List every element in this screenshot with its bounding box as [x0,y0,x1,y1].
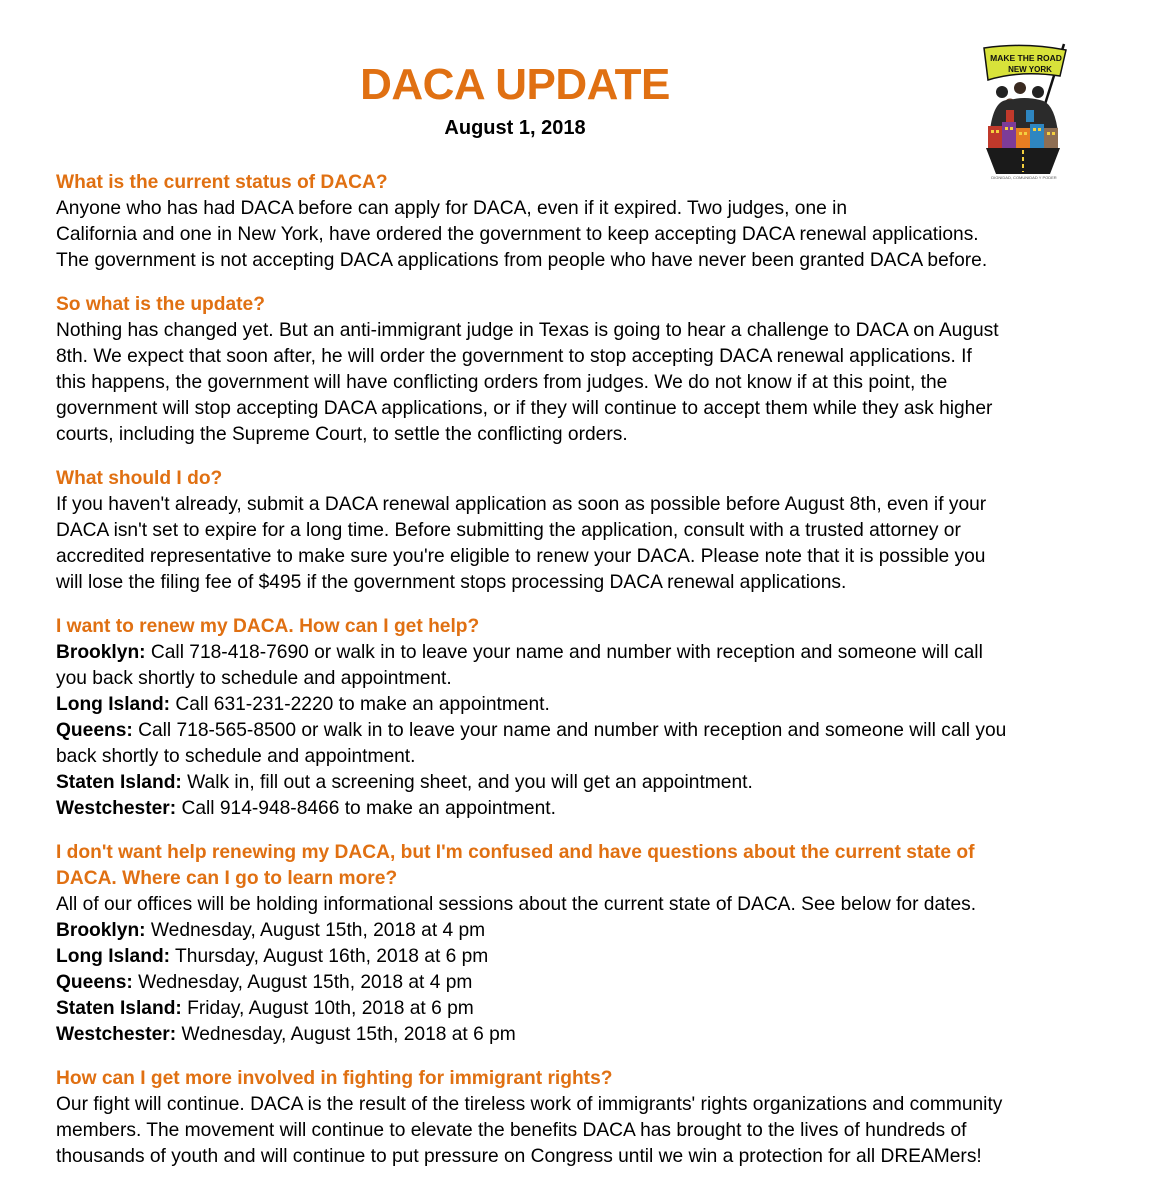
paragraph-line: California and one in New York, have ordered the government to keep accepting DACA renewal applications. [56,224,979,245]
office-place: Queens: [56,720,133,741]
office-text: Call 631-231-2220 to make an appointment. [175,694,550,715]
office-queens [56,718,1136,744]
office-westchester [56,796,1136,822]
logo-graphic [980,40,1070,180]
logo-text-top: MAKE THE ROAD [990,53,1062,63]
paragraph-line: government will stop accepting DACA applications, or if they will continue to accept them while they ask higher [56,398,993,419]
document-body [56,170,1136,1188]
paragraph-line: courts, including the Supreme Court, to settle the conflicting orders. [56,424,628,445]
session-date: Wednesday, August 15th, 2018 at 4 pm [138,972,473,993]
paragraph-line: accredited representative to make sure you're eligible to renew your DACA. Please note that it is possible you [56,546,986,567]
paragraph-line: DACA isn't set to expire for a long time. Before submitting the application, consult with a trusted attorney or [56,520,961,541]
logo-tagline: DIGNIDAD, COMUNIDAD Y PODER [991,175,1057,180]
paragraph-line: thousands of youth and will continue to put pressure on Congress until we win a protection for all DREAMers! [56,1146,982,1167]
page-title: DACA UPDATE [360,60,670,109]
office-place: Brooklyn: [56,642,146,663]
question-todo: What should I do? [56,468,223,489]
question-status: What is the current status of DACA? [56,172,388,193]
section-learn [56,840,1136,1048]
paragraph-line: Anyone who has had DACA before can apply for DACA, even if it expired. Two judges, one in [56,198,848,219]
office-queens-cont: back shortly to schedule and appointment. [56,746,416,767]
office-place: Westchester: [56,798,177,819]
office-text: Call 914-948-8466 to make an appointment. [181,798,556,819]
paragraph-line: this happens, the government will have conflicting orders from judges. We do not know if at this point, the [56,372,948,393]
office-brooklyn-cont: you back shortly to schedule and appointment. [56,668,452,689]
paragraph-line: The government is not accepting DACA applications from people who have never been granted DACA before. [56,250,988,271]
question-learn-cont: DACA. Where can I go to learn more? [56,868,398,889]
session-date: Wednesday, August 15th, 2018 at 4 pm [150,920,486,941]
session-westchester [56,1022,1136,1048]
paragraph-line: 8th. We expect that soon after, he will order the government to stop accepting DACA renewal applications. If [56,346,972,367]
section-renew [56,614,1136,822]
question-learn: I don't want help renewing my DACA, but I'm confused and have questions about the current state of [56,842,975,863]
office-text: Call 718-418-7690 or walk in to leave your name and number with reception and someone will call [150,642,983,663]
office-staten-island [56,770,1136,796]
session-date: Friday, August 10th, 2018 at 6 pm [187,998,474,1019]
office-text: Call 718-565-8500 or walk in to leave your name and number with reception and someone will call you [138,720,1007,741]
session-place: Staten Island: [56,998,182,1019]
paragraph-line: If you haven't already, submit a DACA renewal application as soon as possible before August 8th, even if your [56,494,987,515]
section-todo [56,466,1136,596]
office-long-island [56,692,1136,718]
session-queens [56,970,1136,996]
session-date: Thursday, August 16th, 2018 at 6 pm [175,946,489,967]
paragraph-line: Nothing has changed yet. But an anti-immigrant judge in Texas is going to hear a challenge to DACA on August [56,320,999,341]
question-involved: How can I get more involved in fighting for immigrant rights? [56,1068,613,1089]
section-involved [56,1066,1136,1170]
session-staten-island [56,996,1136,1022]
session-place: Brooklyn: [56,920,146,941]
page-date: August 1, 2018 [444,117,586,139]
question-update: So what is the update? [56,294,265,315]
session-place: Queens: [56,972,133,993]
office-place: Long Island: [56,694,171,715]
paragraph-line: will lose the filing fee of $495 if the government stops processing DACA renewal applications. [56,572,847,593]
session-date: Wednesday, August 15th, 2018 at 6 pm [181,1024,516,1045]
office-place: Staten Island: [56,772,182,793]
session-brooklyn [56,918,1136,944]
paragraph-line: Our fight will continue. DACA is the result of the tireless work of immigrants' rights organizations and community [56,1094,1003,1115]
session-long-island [56,944,1136,970]
learn-intro: All of our offices will be holding informational sessions about the current state of DACA. See below for dates. [56,894,977,915]
section-status [56,170,1136,274]
office-brooklyn [56,640,1136,666]
paragraph-line: members. The movement will continue to elevate the benefits DACA has brought to the lives of hundreds of [56,1120,967,1141]
logo-text-bottom: NEW YORK [1008,65,1052,74]
session-place: Long Island: [56,946,171,967]
question-renew: I want to renew my DACA. How can I get help? [56,616,480,637]
session-place: Westchester: [56,1024,177,1045]
section-update [56,292,1136,448]
make-the-road-logo [980,40,1070,180]
office-text: Walk in, fill out a screening sheet, and you will get an appointment. [187,772,753,793]
